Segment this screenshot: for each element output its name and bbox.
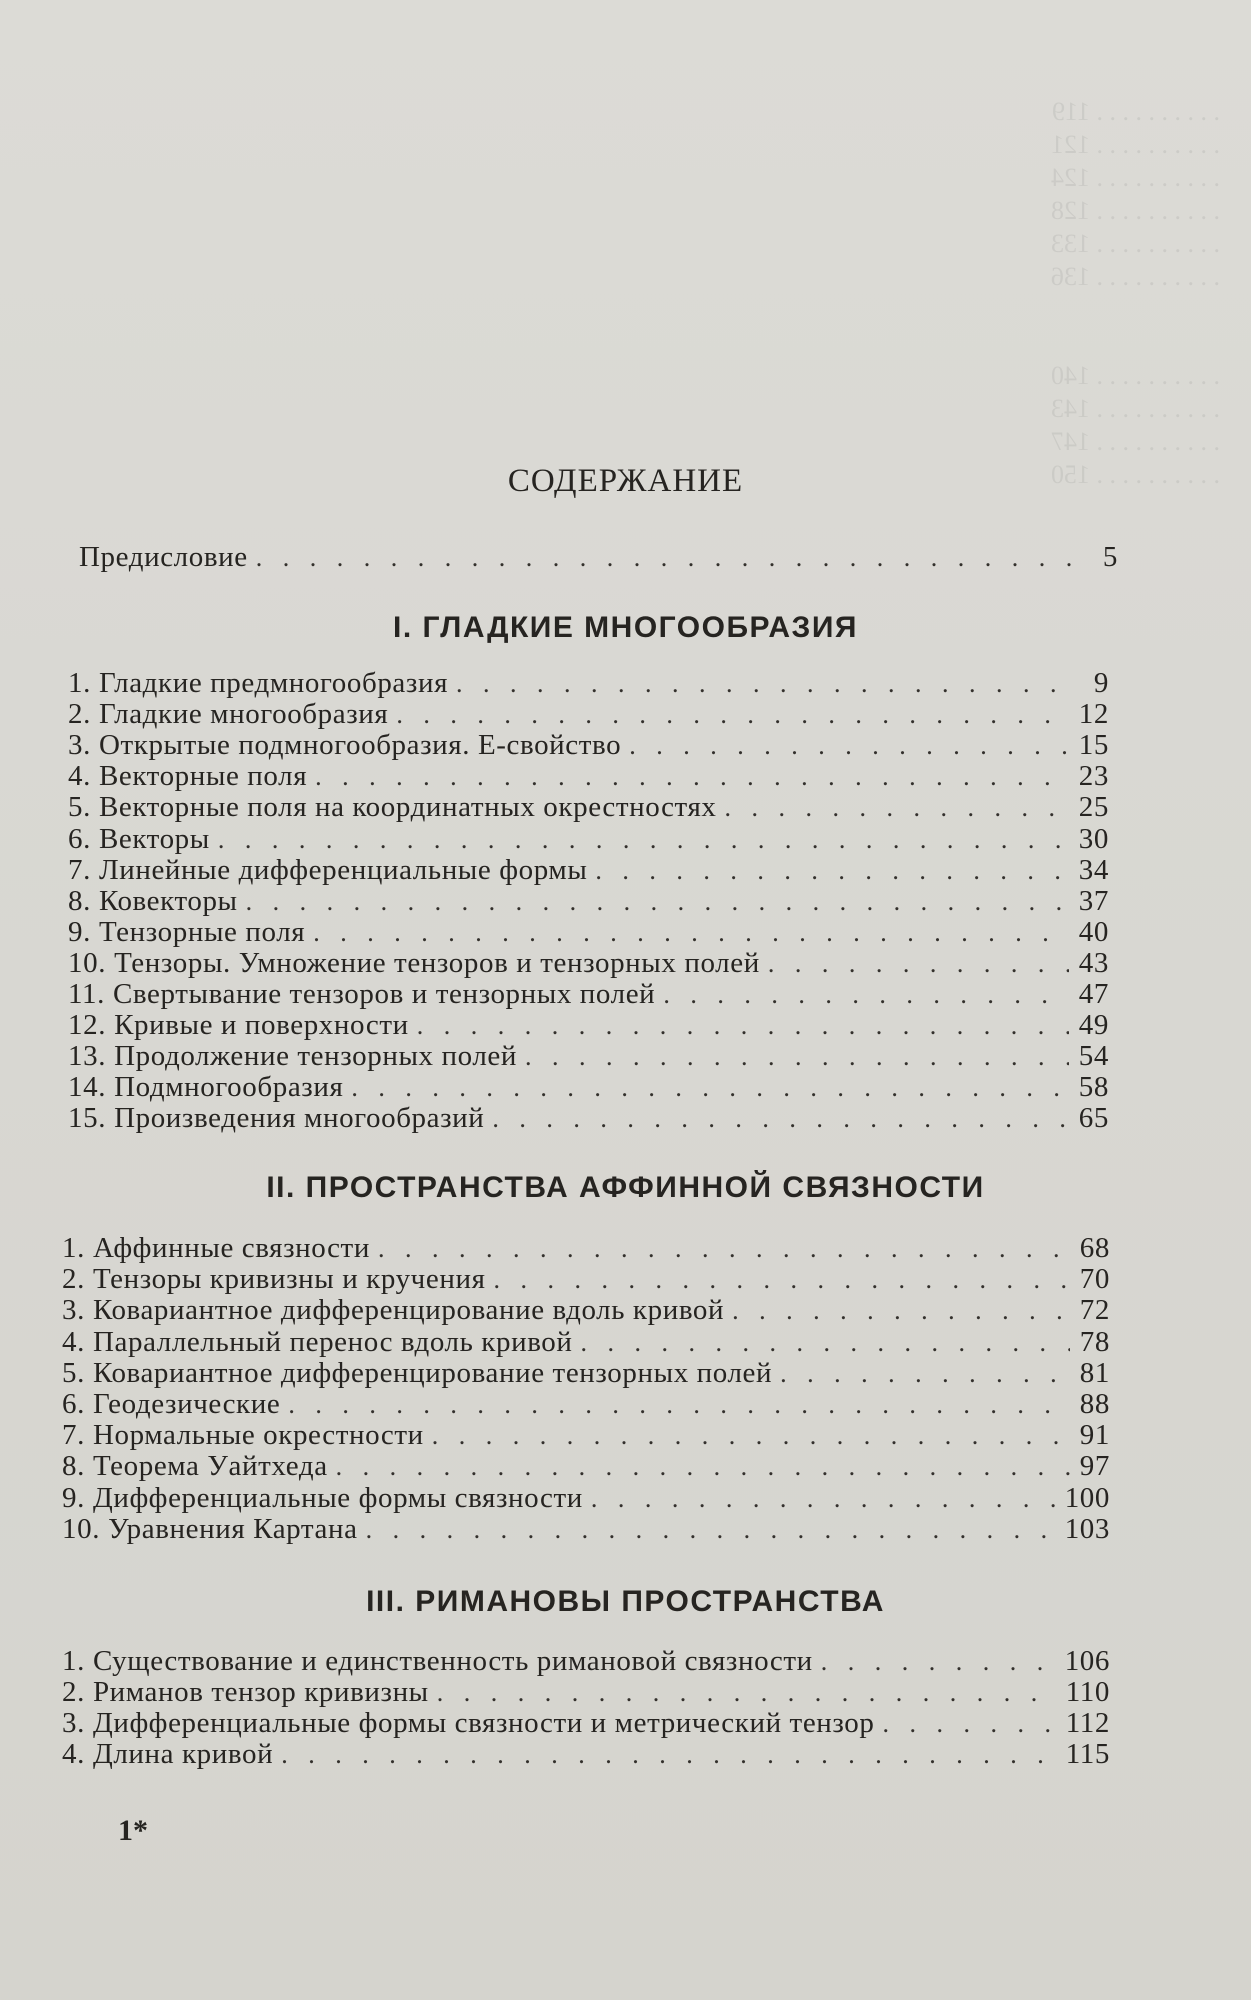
dot-leader: [315, 762, 1069, 792]
entry-number: 14.: [68, 1071, 107, 1104]
entry-page: 5: [1102, 541, 1118, 573]
entry-page: 34: [1078, 853, 1109, 886]
dot-leader: [629, 731, 1069, 761]
entry-number: 4.: [62, 1325, 85, 1358]
entry-label: Векторные поля на координатных окрестностях: [98, 791, 717, 824]
entry-page: 58: [1078, 1071, 1109, 1104]
entry-number: 2.: [68, 698, 91, 731]
entry-page: 12: [1078, 698, 1109, 731]
toc-entry[interactable]: [68, 854, 1109, 885]
dot-leader: [218, 825, 1069, 855]
toc-entry[interactable]: [68, 978, 1109, 1009]
dot-leader: [456, 669, 1075, 699]
entry-number: 5.: [62, 1356, 85, 1389]
toc-entry[interactable]: [62, 1263, 1110, 1294]
entry-number: 9.: [62, 1481, 85, 1514]
entry-number: 3.: [62, 1294, 85, 1327]
toc-entry-preface[interactable]: [79, 541, 1118, 572]
entry-page: 54: [1078, 1040, 1109, 1073]
entry-number: 15.: [68, 1102, 107, 1135]
entry-label: Существование и единственность римановой связности: [92, 1645, 813, 1677]
entry-page: 30: [1078, 822, 1109, 855]
entry-number: 10.: [62, 1512, 101, 1545]
dot-leader: [288, 1390, 1069, 1420]
entry-number: 12.: [68, 1009, 107, 1042]
toc-entry[interactable]: [62, 1388, 1110, 1419]
entry-number: 11.: [68, 978, 105, 1010]
toc-entry[interactable]: [68, 1102, 1109, 1133]
entry-page: 15: [1078, 729, 1109, 762]
toc-entry[interactable]: [68, 1009, 1109, 1040]
dot-leader: [581, 1328, 1070, 1358]
entry-page: 65: [1078, 1102, 1109, 1135]
entry-page: 43: [1078, 946, 1109, 979]
entry-number: 7.: [62, 1419, 85, 1452]
entry-label: Ковариантное дифференцирование вдоль кривой: [92, 1294, 725, 1327]
chapter-heading-1: I. ГЛАДКИЕ МНОГООБРАЗИЯ: [393, 611, 858, 644]
entry-number: 13.: [68, 1040, 107, 1073]
toc-entry[interactable]: [62, 1738, 1110, 1769]
chapter-heading-2: II. ПРОСТРАНСТВА АФФИННОЙ СВЯЗНОСТИ: [266, 1171, 985, 1204]
entry-label: Теорема Уайтхеда: [92, 1450, 328, 1483]
entry-label: Ковариантное дифференцирование тензорных полей: [92, 1356, 773, 1389]
toc-entry[interactable]: [62, 1482, 1110, 1513]
entry-label: Ковекторы: [98, 884, 238, 917]
entry-page: 103: [1064, 1512, 1110, 1545]
entry-label: Аффинные связности: [92, 1232, 370, 1264]
entry-label: Тензоры кривизны и кручения: [92, 1263, 486, 1296]
entry-number: 1.: [62, 1232, 85, 1264]
dot-leader: [768, 949, 1069, 979]
toc-entry[interactable]: [62, 1326, 1110, 1357]
dot-leader: [396, 700, 1068, 730]
entry-number: 7.: [68, 853, 91, 886]
toc-entry[interactable]: [68, 823, 1109, 854]
entry-page: 88: [1079, 1388, 1110, 1420]
entry-number: 8.: [68, 884, 91, 917]
entry-label: Длина кривой: [92, 1738, 274, 1770]
entry-label: Продолжение тензорных полей: [114, 1040, 518, 1073]
entry-label: Гладкие предмногообразия: [98, 667, 449, 699]
entry-page: 115: [1065, 1738, 1110, 1770]
dot-leader: [437, 1678, 1056, 1708]
dot-leader: [780, 1359, 1070, 1389]
dot-leader: [432, 1421, 1070, 1451]
entry-label: Гладкие многообразия: [98, 698, 389, 731]
dot-leader: [313, 918, 1069, 948]
entry-page: 70: [1079, 1263, 1110, 1296]
entry-number: 6.: [68, 822, 91, 855]
toc-entry[interactable]: [68, 791, 1109, 822]
entry-label: Подмногообразия: [114, 1071, 344, 1104]
dot-leader: [417, 1011, 1069, 1041]
entry-label: Параллельный перенос вдоль кривой: [92, 1325, 573, 1358]
entry-page: 112: [1065, 1707, 1110, 1739]
entry-number: 9.: [68, 915, 91, 948]
bleed-through-text: . . . . . . . . . . 119 . . . . . . . . . . 121 . . . . . . . . . . 124 . . . . . . . . . . 128 . . . . . . . . . . 133 . . . . . . . . . . 136 . . . . . . . . . . 140 . . . . . . . . . . 143 . . . . . . . . . . 147 . . . . . . . . . . 150: [1051, 97, 1220, 489]
entry-number: 4.: [62, 1738, 85, 1770]
toc-entry[interactable]: [68, 1071, 1109, 1102]
entry-number: 2.: [62, 1676, 85, 1708]
toc-entry[interactable]: [62, 1357, 1110, 1388]
dot-leader: [246, 887, 1069, 917]
entry-label: Риманов тензор кривизны: [92, 1676, 429, 1708]
toc-entry[interactable]: [68, 760, 1109, 791]
toc-entry[interactable]: [62, 1232, 1110, 1263]
toc-entry[interactable]: [68, 1040, 1109, 1071]
entry-page: 81: [1079, 1356, 1110, 1389]
entry-label: Уравнения Картана: [108, 1512, 358, 1545]
dot-leader: [821, 1647, 1055, 1677]
entry-number: 2.: [62, 1263, 85, 1296]
entry-page: 106: [1064, 1645, 1110, 1677]
entry-page: 91: [1079, 1419, 1110, 1452]
entry-label: Линейные дифференциальные формы: [98, 853, 588, 886]
toc-entry[interactable]: [68, 729, 1109, 760]
entry-number: 6.: [62, 1388, 85, 1420]
entry-number: 10.: [68, 946, 107, 979]
entry-number: 3.: [68, 729, 91, 762]
entry-number: 4.: [68, 760, 91, 793]
dot-leader: [732, 1296, 1070, 1326]
toc-entry[interactable]: [62, 1676, 1110, 1707]
entry-page: 37: [1078, 884, 1109, 917]
entry-page: 49: [1078, 1009, 1109, 1042]
dot-leader: [525, 1042, 1069, 1072]
entry-label: Тензоры. Умножение тензоров и тензорных полей: [114, 946, 760, 979]
toc-entry[interactable]: [68, 947, 1109, 978]
toc-entry[interactable]: [62, 1513, 1110, 1544]
toc-entry[interactable]: [62, 1294, 1110, 1325]
dot-leader: [281, 1740, 1056, 1770]
entry-number: 5.: [68, 791, 91, 824]
dot-leader: [595, 856, 1068, 886]
toc-entry[interactable]: [68, 698, 1109, 729]
entry-page: 23: [1078, 760, 1109, 793]
dot-leader: [351, 1073, 1068, 1103]
toc-entry[interactable]: [68, 916, 1109, 947]
entry-page: 78: [1079, 1325, 1110, 1358]
entry-page: 72: [1079, 1294, 1110, 1327]
entry-label: Векторы: [98, 822, 210, 855]
dot-leader: [883, 1709, 1056, 1739]
entry-page: 40: [1078, 915, 1109, 948]
toc-entry[interactable]: [62, 1645, 1110, 1676]
entry-page: 110: [1065, 1676, 1110, 1708]
dot-leader: [663, 980, 1068, 1010]
dot-leader: [494, 1265, 1070, 1295]
dot-leader: [492, 1104, 1068, 1134]
entry-label: Открытые подмногообразия. E-свойство: [98, 729, 622, 762]
entry-label: Свертывание тензоров и тензорных полей: [112, 978, 656, 1010]
page-title: СОДЕРЖАНИЕ: [507, 463, 744, 499]
signature-mark: 1*: [118, 1814, 148, 1847]
dot-leader: [256, 543, 1084, 573]
chapter-heading-3: III. РИМАНОВЫ ПРОСТРАНСТВА: [366, 1585, 885, 1618]
entry-page: 9: [1093, 667, 1109, 699]
entry-label: Дифференциальные формы связности и метрический тензор: [92, 1707, 875, 1739]
entry-page: 47: [1078, 978, 1109, 1010]
entry-page: 25: [1078, 791, 1109, 824]
entry-label: Нормальные окрестности: [92, 1419, 424, 1452]
entry-label: Векторные поля: [98, 760, 308, 793]
entry-label: Тензорные поля: [98, 915, 306, 948]
dot-leader: [378, 1234, 1070, 1264]
entry-page: 100: [1064, 1481, 1110, 1514]
entry-page: 68: [1079, 1232, 1110, 1264]
entry-number: 8.: [62, 1450, 85, 1483]
toc-entry[interactable]: [68, 667, 1109, 698]
dot-leader: [336, 1452, 1070, 1482]
entry-number: 3.: [62, 1707, 85, 1739]
toc-entry[interactable]: [62, 1419, 1110, 1450]
entry-label: Геодезические: [92, 1388, 281, 1420]
entry-number: 1.: [62, 1645, 85, 1677]
dot-leader: [591, 1484, 1055, 1514]
entry-label: Кривые и поверхности: [114, 1009, 409, 1042]
toc-entry[interactable]: [62, 1450, 1110, 1481]
entry-label: Предисловие: [79, 541, 248, 573]
entry-label: Произведения многообразий: [114, 1102, 485, 1135]
dot-leader: [724, 793, 1068, 823]
toc-entry[interactable]: [62, 1707, 1110, 1738]
toc-entry[interactable]: [68, 885, 1109, 916]
entry-label: Дифференциальные формы связности: [92, 1481, 583, 1514]
entry-number: 1.: [68, 667, 91, 699]
entry-page: 97: [1079, 1450, 1110, 1483]
dot-leader: [366, 1515, 1055, 1545]
